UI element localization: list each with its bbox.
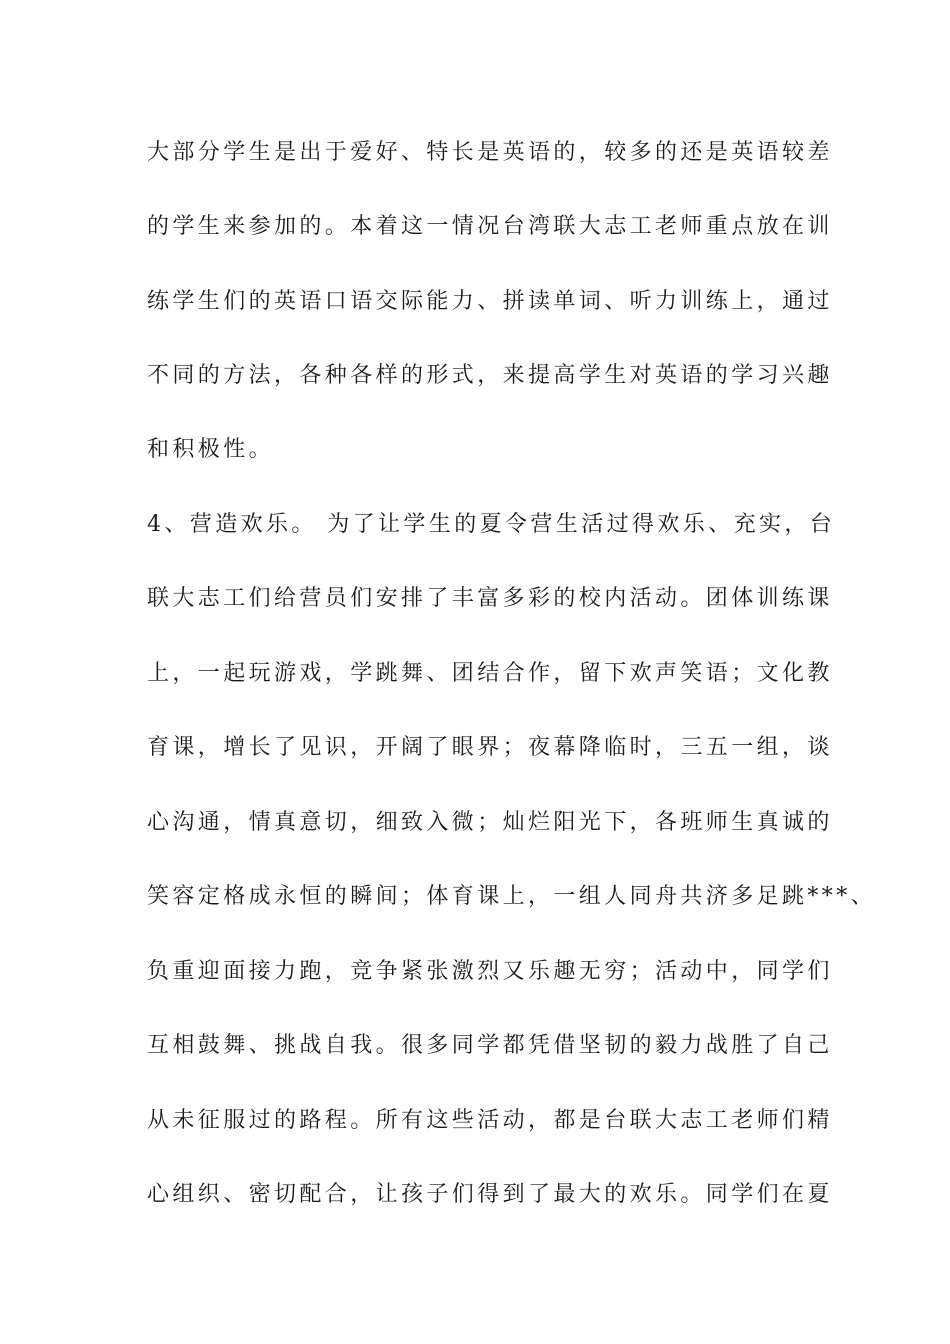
text-line: 育课，增长了见识，开阔了眼界；夜幕降临时，三五一组，谈 — [147, 735, 833, 760]
text-line: 联大志工们给营员们安排了丰富多彩的校内活动。团体训练课 — [147, 586, 833, 611]
text-line: 练学生们的英语口语交际能力、拼读单词、听力训练上，通过 — [147, 289, 833, 314]
text-line: 的学生来参加的。本着这一情况台湾联大志工老师重点放在训 — [147, 214, 833, 239]
text-line: 互相鼓舞、挑战自我。很多同学都凭借坚韧的毅力战胜了自己 — [147, 1033, 833, 1058]
text-line: 大部分学生是出于爱好、特长是英语的，较多的还是英语较差 — [147, 140, 833, 165]
text-line: 心沟通，情真意切，细致入微；灿烂阳光下，各班师生真诚的 — [147, 810, 833, 835]
text-line: 从未征服过的路程。所有这些活动，都是台联大志工老师们精 — [147, 1108, 833, 1133]
text-line: 和积极性。 — [147, 437, 275, 462]
section-heading-line: 4、营造欢乐。 为了让学生的夏令营生活过得欢乐、充实，台 — [147, 512, 836, 537]
text-line: 负重迎面接力跑，竞争紧张激烈又乐趣无穷；活动中，同学们 — [147, 959, 833, 984]
text-line: 不同的方法，各种各样的形式，来提高学生对英语的学习兴趣 — [147, 363, 833, 388]
text-line: 上，一起玩游戏，学跳舞、团结合作，留下欢声笑语；文化教 — [147, 661, 833, 686]
text-line: 笑容定格成永恒的瞬间；体育课上，一组人同舟共济多足跳***、 — [147, 884, 877, 909]
text-line: 心组织、密切配合，让孩子们得到了最大的欢乐。同学们在夏 — [147, 1182, 833, 1207]
